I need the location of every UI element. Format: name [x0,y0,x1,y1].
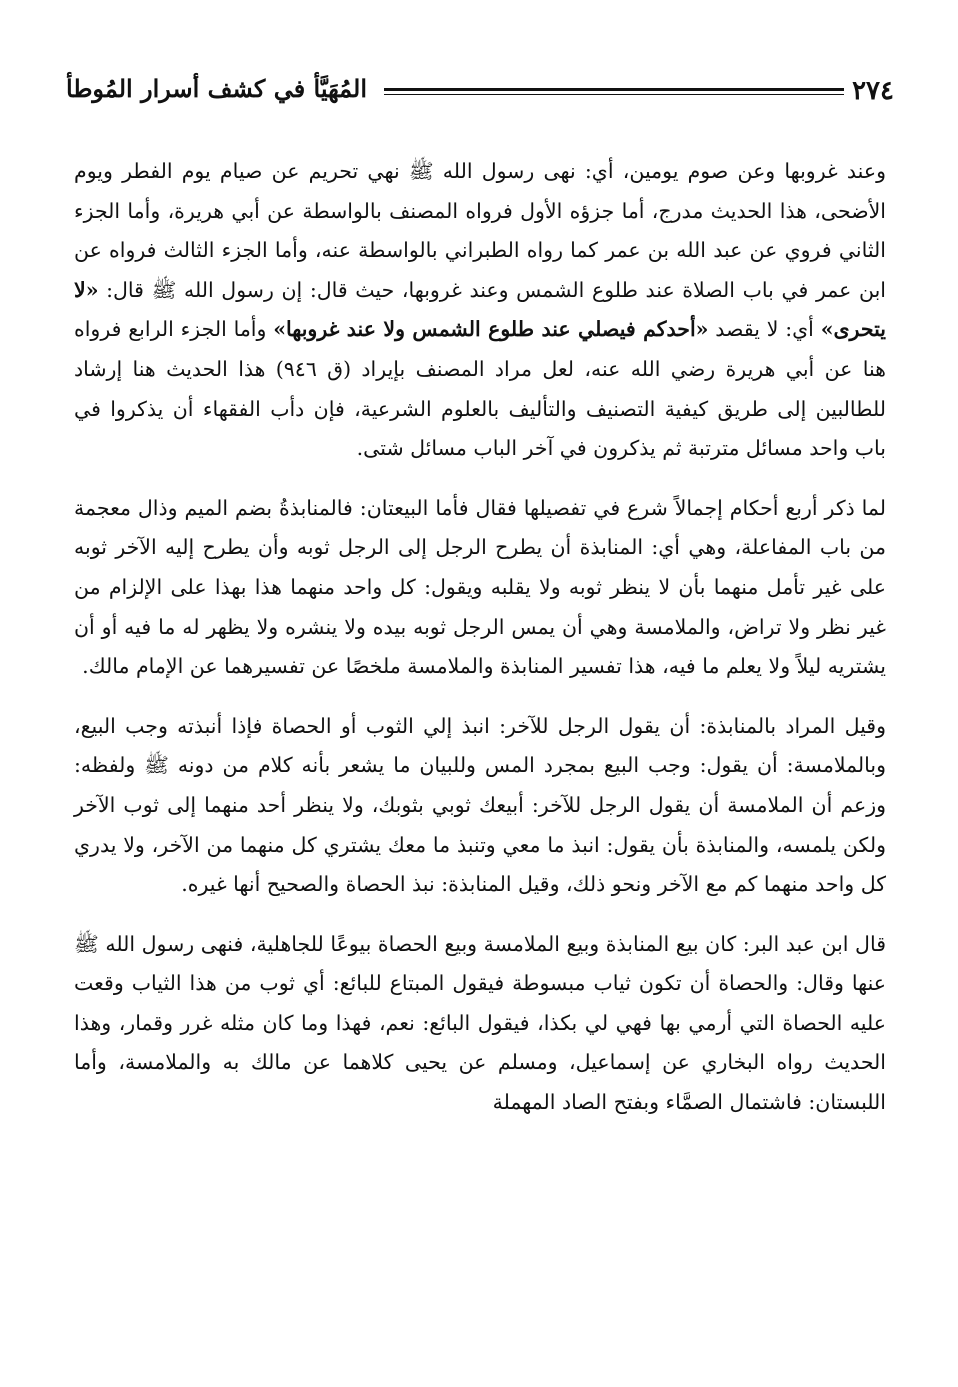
paragraph-1 [74,152,886,469]
header-rule [384,88,844,91]
page-body [74,152,886,1143]
page-header [66,74,894,114]
paragraph-1-text-a: وعند غروبها وعن صوم يومين، أي: نهى رسول الله ﷺ نهي تحريم عن صيام يوم الفطر ويوم الأضحى، هذا الحديث مدرج، أما جزؤه الأول فرواه المصنف بالواسطة عن أبي هريرة، وأما الجزء الثاني فروي عن عبد الله بن عمر كما رواه الطبراني بالواسطة عنه، وأما الجزء الثالث فرواه عن ابن عمر في باب الصلاة عند طلوع الشمس وعند غروبها، حيث قال: إن رسول الله ﷺ قال: [74,159,886,302]
paragraph-1-text-b: أي: لا يقصد [708,317,821,342]
paragraph-2: لما ذكر أربع أحكام إجمالاً شرع في تفصيلها فقال فأما البيعتان: فالمنابذةُ بضم الميم وذال معجمة من باب المفاعلة، وهي أي: المنابذة أن يطرح الرجل إلى الرجل ثوبه وأن يطرح إليه الآخر ثوبه على غير تأمل منهما بأن لا ينظر ثوبه ولا يقلبه ويقول: كل واحد منهما هذا بهذا على الإلزام من غير نظر ولا تراض، والملامسة وهي أن يمس الرجل ثوبه بيده ولا ينشره ولا يظهر له ما فيه أو أن يشتريه ليلاً ولا يعلم ما فيه، هذا تفسير المنابذة والملامسة ملخصًا عن تفسيرهما عن الإمام مالك. [74,495,886,679]
paragraph-1-text-c: وأما الجزء الرابع فرواه هنا عن أبي هريرة رضي الله عنه، لعل مراد المصنف بإيراد (ق ٩٤٦) هذا الحديث هنا إرشاد للطالبين إلى طريق كيفية التصنيف والتأليف بالعلوم الشرعية، فإن دأب الفقهاء أن يذكروا في باب واحد مسائل مترتبة ثم يذكرون في آخر الباب مسائل شتى. [74,317,886,461]
running-title: المُهَيَّأ في كشف أسرار المُوطأ [66,74,367,103]
paragraph-3: وقيل المراد بالمنابذة: أن يقول الرجل للآخر: انبذ إلي الثوب أو الحصاة فإذا أنبذته وجب البيع، وبالملامسة: أن يقول: وجب البيع بمجرد المس وللبيان ما يشعر بأنه كلام من دونه ﷺ ولفظه: وزعم أن الملامسة أن يقول الرجل للآخر: أبيعك ثوبي بثوبك، ولا ينظر أحد منهما إلى ثوب الآخر ولكن يلمسه، والمنابذة بأن يقول: انبذ ما معي وتنبذ ما معك يشتري كل منهما من الآخر، ولا يدري كل واحد منهما كم مع الآخر ونحو ذلك، وقيل المنابذة: نبذ الحصاة والصحيح أنها غيره. [74,713,886,897]
hadith-quote-2: «أحدكم فيصلي عند طلوع الشمس ولا عند غروبها» [273,317,709,342]
page-number: ٢٧٤ [852,76,894,106]
hadith-quote-1: «لا يتحرى» [74,277,886,342]
paragraph-4: قال ابن عبد البر: كان بيع المنابذة وبيع الملامسة وبيع الحصاة بيوعًا للجاهلية، فنهى رسول الله ﷺ عنها وقال: والحصاة أن تكون ثياب مبسوطة فيقول المبتاع للبائع: أي ثوب من هذا الثياب وقعت عليه الحصاة التي أرمي بها فهي لي بكذا، فيقول البائع: نعم، فهذا وما كان مثله غرر وقمار، وهذا الحديث رواه البخاري عن إسماعيل، ومسلم عن يحيى كلاهما عن مالك به والملامسة، وأما اللبستان: فاشتمال الصمَّاء وبفتح الصاد المهملة [74,931,886,1115]
